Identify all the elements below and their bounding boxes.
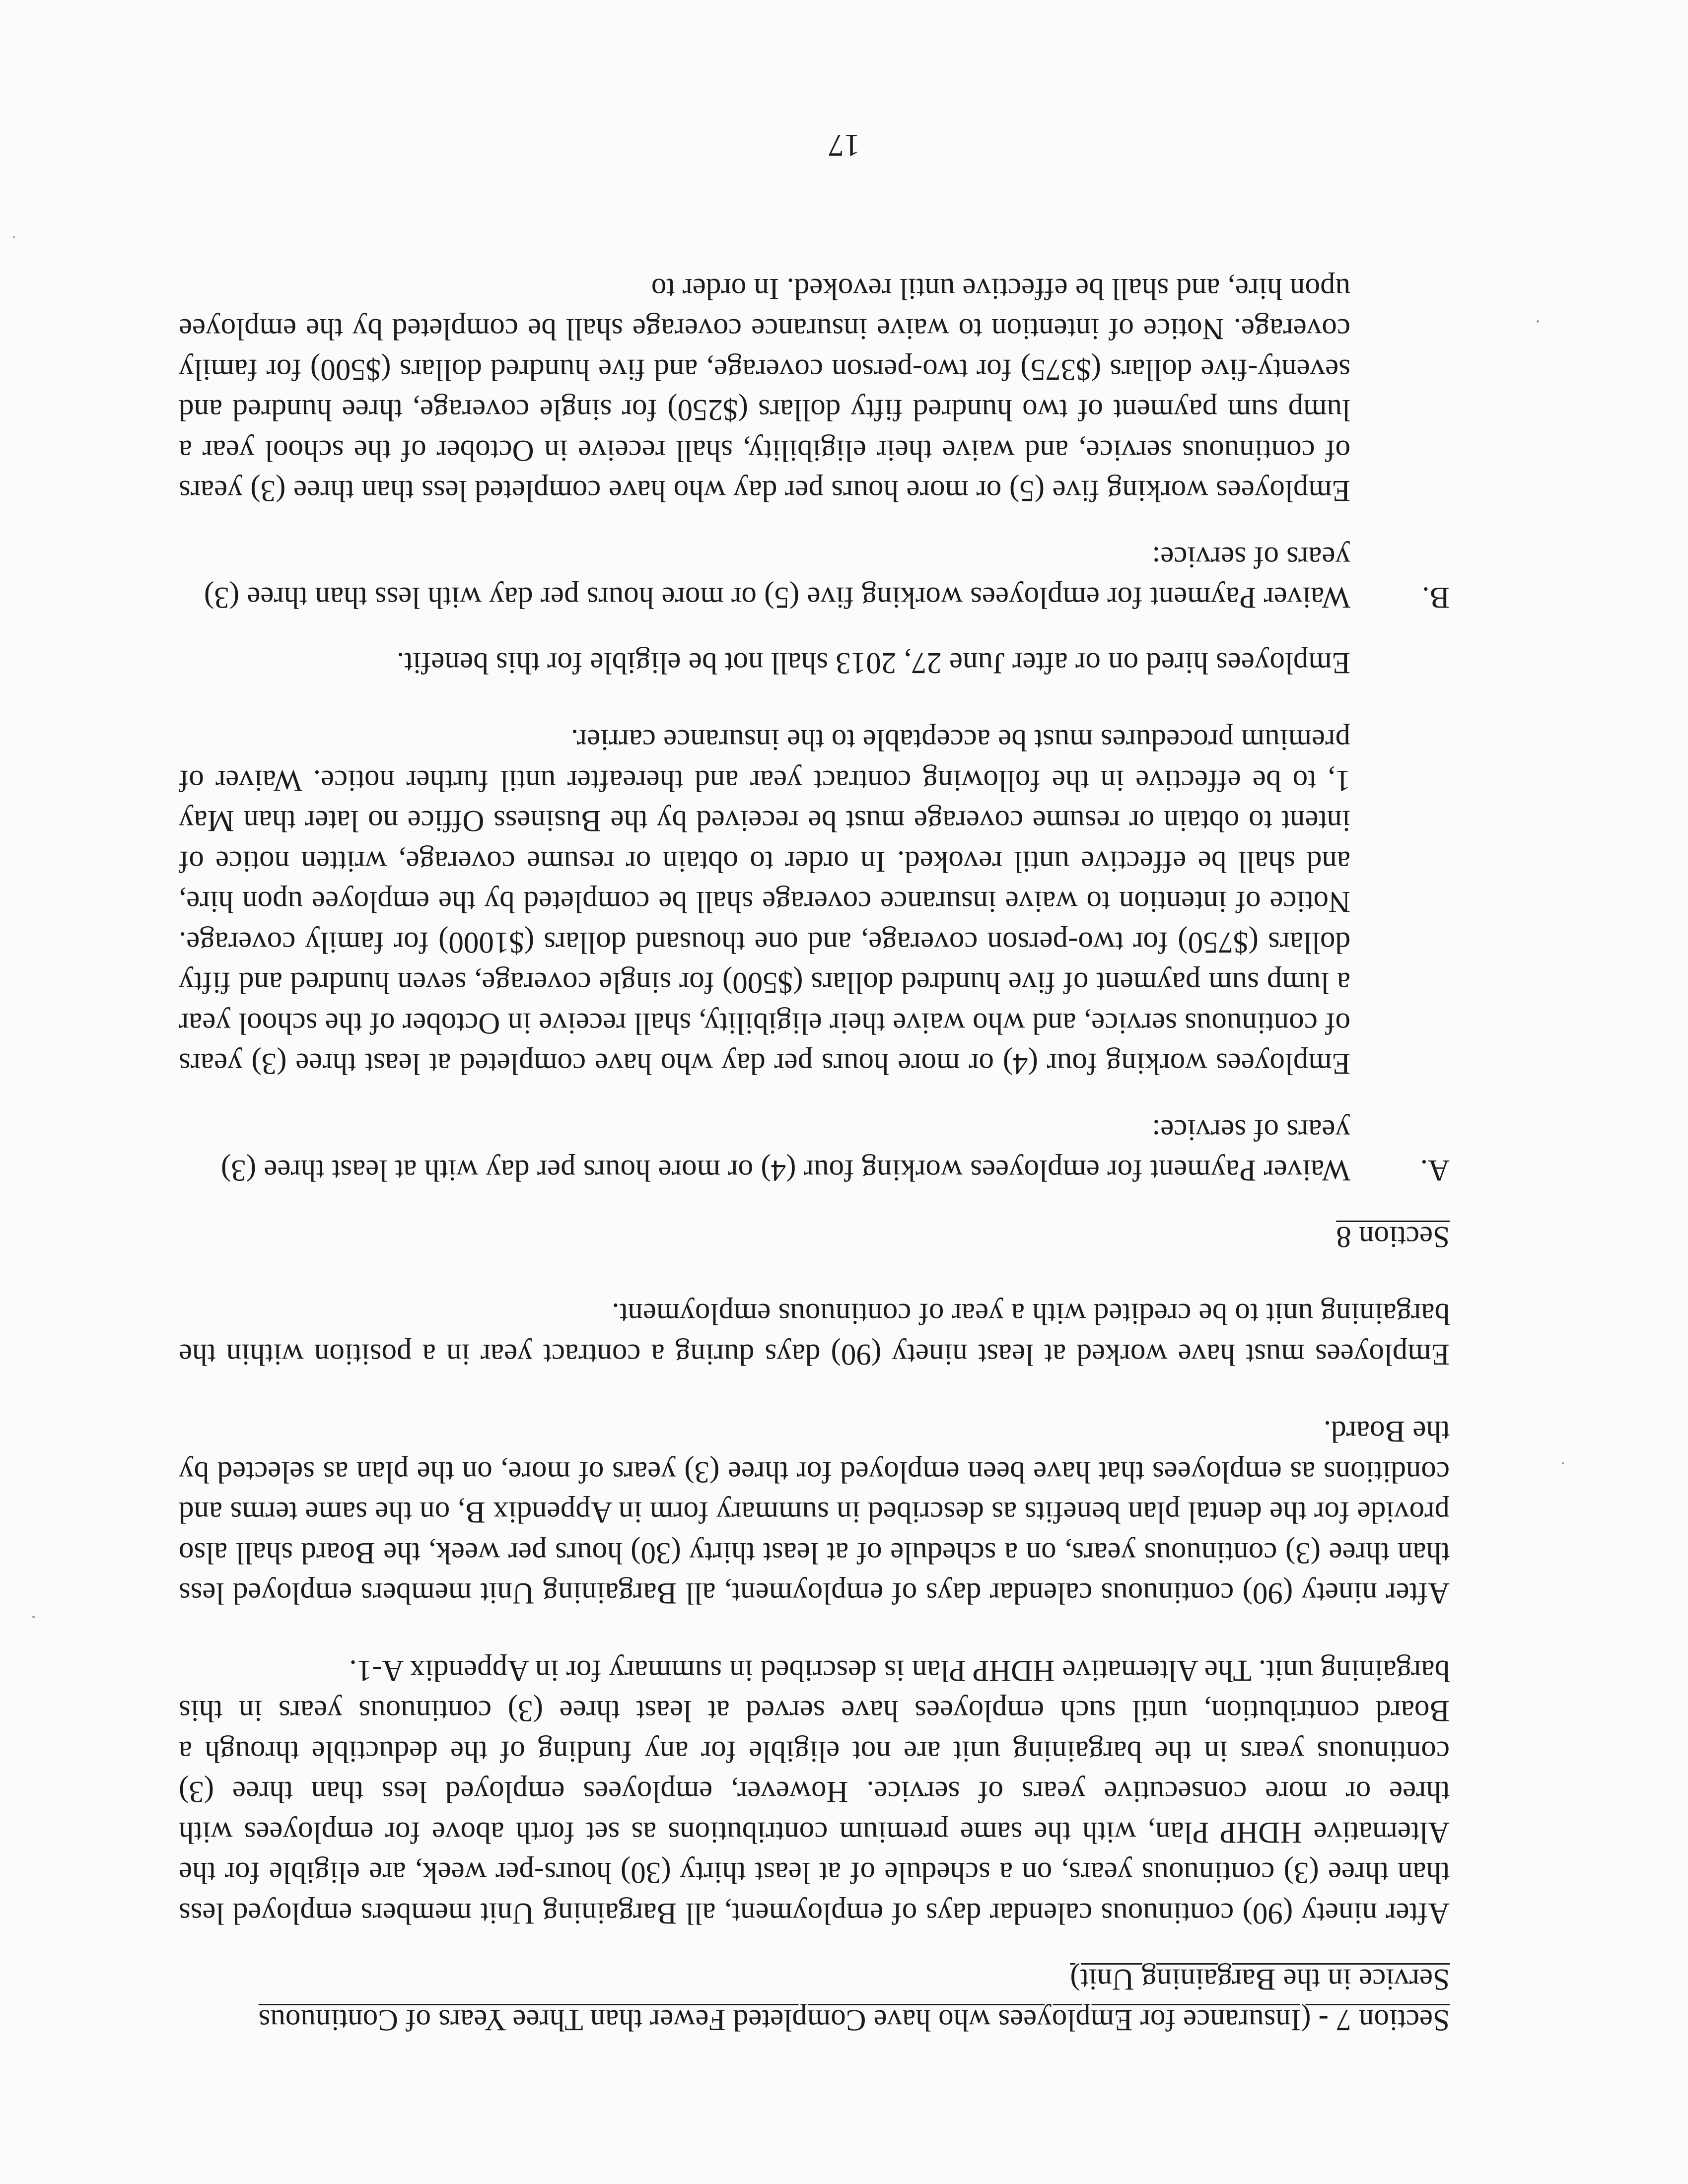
scan-speck bbox=[1537, 320, 1539, 323]
section-8-heading: Section 8 bbox=[1336, 1220, 1450, 1253]
section-7-heading-line1: Section 7 - (Insurance for Employees who have Completed Fewer than Three Years of Continuous bbox=[258, 2003, 1450, 2037]
item-a-label: A. bbox=[1420, 1154, 1450, 1187]
section-8-item-b-title bbox=[179, 537, 1450, 618]
section-8-item-a-title bbox=[179, 1110, 1450, 1191]
item-b-label: B. bbox=[1422, 581, 1450, 614]
section-8-item-b-body: Employees working five (5) or more hours per day who have completed less than three (3) years of continuous service, and waive their eligibility, shall receive in October of the school year a lump sum payment of two hundred fifty dollars ($250) for single coverage, three hundred and seventy-five dollars ($375) for two-person coverage, and five hundred dollars ($500) for family coverage. Notice of intention to waive insurance coverage shall be completed by the employee upon hire, and shall be effective until revoked. In order to bbox=[179, 272, 1350, 508]
item-a-title-text: Waiver Payment for employees working four (4) or more hours per day with at least three (3) years of service: bbox=[220, 1113, 1350, 1187]
section-8-item-a-note: Employees hired on or after June 27, 2013 shall not be eligible for this benefit. bbox=[396, 646, 1350, 680]
section-7-paragraph-3: Employees must have worked at least ninety (90) days during a contract year in a position within the bargaining unit to be credited with a year of continuous employment. bbox=[179, 1297, 1450, 1371]
section-8-item-a-body: Employees working four (4) or more hours per day who have completed at least three (3) years of continuous service, and who waive their eligibility, shall receive in October of the school year a lump sum payment of five hundred dollars ($500) for single coverage, seven hundred and fifty dollars ($750) for two-person coverage, and one thousand dollars ($1000) for family coverage. Notice of intention to waive insurance coverage shall be completed by the employee upon hire, and shall be effective until revoked. In order to obtain or resume coverage, written notice of intent to obtain or resume coverage must be received by the Business Office no later than May 1, to be effective in the following contract year and thereafter until further notice. Waiver of premium procedures must be acceptable to the insurance carrier. bbox=[179, 723, 1350, 1081]
item-b-title-text: Waiver Payment for employees working five (5) or more hours per day with less than three (3) years of service: bbox=[204, 541, 1350, 614]
section-7-paragraph-1: After ninety (90) continuous calendar days of employment, all Bargaining Unit members employed less than three (3) continuous years, on a schedule of at least thirty (30) hours-per week, are eligible for the Alternative HDHP Plan, with the same premium contributions as set forth above for employees with three or more consecutive years of service. However, employees employed less than three (3) continuous years in the bargaining unit are not eligible for any funding of the deductible through a Board contribution, until such employees have served at least three (3) continuous years in this bargaining unit. The Alternative HDHP Plan is described in summary for in Appendix A-1. bbox=[179, 1654, 1450, 1930]
scan-speck bbox=[13, 236, 15, 238]
scan-speck bbox=[32, 1616, 35, 1618]
section-7-heading-line2: Service in the Bargaining Unit) bbox=[1070, 1963, 1450, 1996]
section-7-paragraph-2: After ninety (90) continuous calendar days of employment, all Bargaining Unit members employed less than three (3) continuous years, on a schedule of at least thirty (30) hours per week, the Board shall also provide for the dental plan benefits as described in summary form in Appendix B, on the same terms and conditions as employees that have been employed for three (3) years of more, on the plan as selected by the Board. bbox=[179, 1415, 1450, 1610]
page-number: 17 bbox=[828, 128, 860, 163]
section-7-heading bbox=[204, 1959, 1450, 2040]
scan-speck bbox=[1562, 1462, 1564, 1464]
document-body bbox=[179, 232, 1450, 2041]
